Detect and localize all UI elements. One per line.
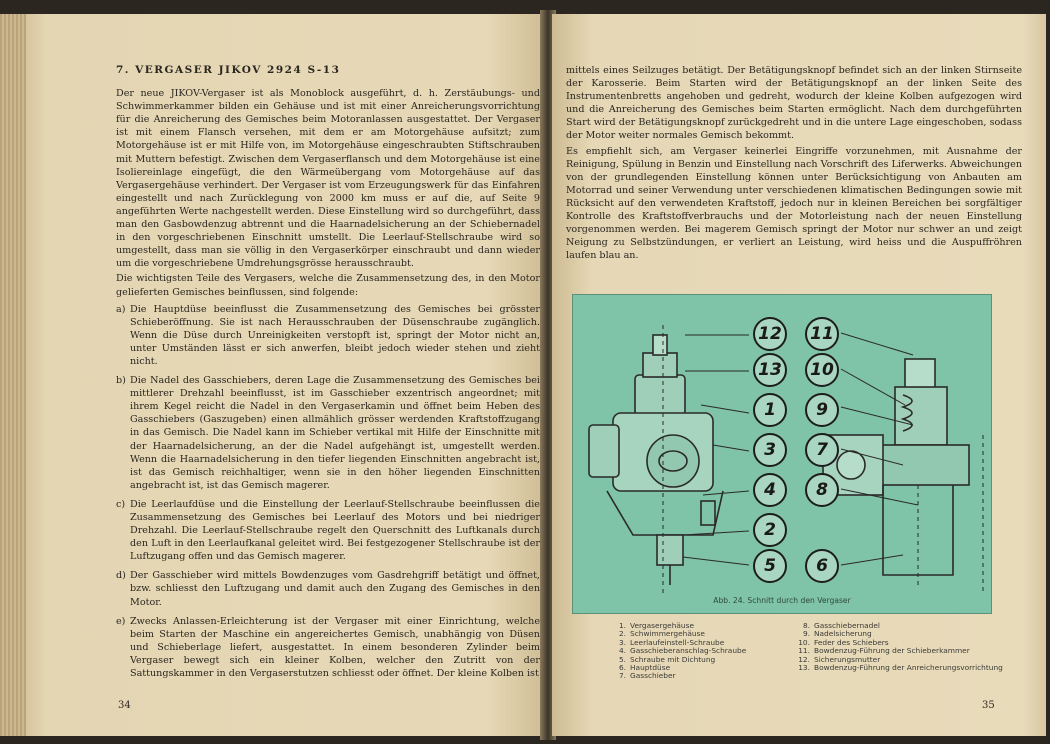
right-page xyxy=(552,14,1046,736)
callout-9: 9 xyxy=(805,393,839,427)
legend-entry: 5. Schraube mit Dichtung xyxy=(618,654,716,664)
left-page xyxy=(6,14,544,736)
legend-entry: 3. Leerlaufeinstell-Schraube xyxy=(618,637,725,647)
page-edges xyxy=(0,14,26,736)
callout-5: 5 xyxy=(753,549,787,583)
legend-entry: 8. Gasschiebernadel xyxy=(802,621,880,630)
list-item: c) Die Leerlaufdüse und die Einstellung der Leerlauf-Stellschraube beeinflussen die Zusammensetzung des Gemisches bei Leerlauf des Motors und bei niedriger Drehzahl. Die Leerlauf-Stellschraube regelt den Querschnitt des Luftkanals durch den Luft in den Leerlaufkanal geleitet wird. Bei festgezogener Stellschraube ist der Luftzugang offen und das Gemisch magerer. xyxy=(116,498,540,563)
legend-entry: 11. Bowdenzug-Führung der Schieberkammer xyxy=(798,646,970,656)
legend-left xyxy=(612,622,802,681)
callout-2: 2 xyxy=(753,513,787,547)
legend-entry: 10. Feder des Schiebers xyxy=(798,637,889,647)
callout-8: 8 xyxy=(805,473,839,507)
callout-3: 3 xyxy=(753,433,787,467)
callout-13: 13 xyxy=(753,353,787,387)
callout-7: 7 xyxy=(805,433,839,467)
left-page-text xyxy=(116,64,540,680)
list-item: a) Die Hauptdüse beeinflusst die Zusammensetzung des Gemisches bei grösster Schieberöffnung. Sie ist nach Herausschrauben der Düsenschraube zugänglich. Wenn die Düse durch Unreinigkeiten verstopft ist, springt der Motor nicht an, unter Umständen lässt er sich anwerfen, bleibt jedoch wieder stehen und zieht nicht. xyxy=(116,303,540,367)
figure-caption: Abb. 24. Schnitt durch den Vergaser xyxy=(713,596,851,605)
items-intro: Die wichtigsten Teile des Vergasers, welche die Zusammensetzung des, in den Motor gelieferten Gemisches beinflussen, sind folgende: xyxy=(116,273,540,298)
advice-paragraph: Es empfiehlt sich, am Vergaser keinerlei Eingriffe vorzunehmen, mit Ausnahme der Reinigung, Spülung in Benzin und Einstellung nach Vorschrift des Liferwerks. Abweichungen von der grundlegenden Einstellung können unter Berücksichtigung von Anbauten am Motorrad und seiner Verwendung unter verschiedenen klimatischen Bedingungen sowie mit Rücksicht auf den verwendeten Kraftstoff, jedoch nur in kleinen Bereichen bei sorgfältiger Kontrolle des Kraftstoffverbrauchs und der Motorleistung nach der neuen Einstellung vorgenommen werden. Bei magerem Gemisch springt der Motor nur schwer an und zeigt Neigung zu Selbstzündungen, er verliert an Leistung, wird heiss und die Auspuffröhren laufen blau an. xyxy=(566,145,1022,262)
callout-10: 10 xyxy=(805,353,839,387)
legend-entry: 6. Hauptdüse xyxy=(618,663,671,673)
callout-11: 11 xyxy=(805,317,839,351)
list-item: b) Die Nadel des Gasschiebers, deren Lage die Zusammensetzung des Gemisches bei mittlerer Drehzahl beeinflusst, ist im Gasschieber exzentrisch angeordnet; mit ihrem Kegel reicht die Nadel in den Vergaserkamin und öffnet beim Heben des Gasschiebers (Gaszugeben) einen allmählich grösser werdenden Kraftstoffzugang in das Gemisch. Die Nadel kann im Schieber vertikal mit Hilfe der Einschnitte mit der Haarnadelsicherung, an der die Nadel aufgehängt ist, umgestellt werden. Wenn die Haarnadelsicherung in den tiefer liegenden Einschnitten angebracht ist, ist das Gemisch reichhaltiger, wenn sie in den höher liegenden Einschnitten angebracht ist, ist das Gemisch magerer. xyxy=(116,375,540,491)
carburetor-figure xyxy=(572,294,992,614)
callout-1: 1 xyxy=(753,393,787,427)
parts-list xyxy=(116,303,540,681)
intro-paragraph: Der neue JIKOV-Vergaser ist als Monoblock ausgeführt, d. h. Zerstäubungs- und Schwimmerkammer bilden ein Gehäuse und ist mit einer Anreicherungsvorrichtung für die Anreicherung des Gemisches beim Motoranlassen ausgestattet. Der Vergaser ist mit einem Flansch versehen, mit dem er am Motorgehäuse aufsitzt; zum Motorgehäuse ist er mit Hilfe von, im Motorgehäuse eingeschraubten Stiftschrauben mit Muttern befestigt. Zwischen dem Vergaserflansch und dem Motorgehäuse ist eine Isoliereinlage eingefügt, die den Wärmeübergang vom Motorgehäuse auf das Vergasergehäuse verhindert. Der Vergaser ist vom Erzeugungswerk für das Einfahren eingestellt und nach Zurücklegung von 2000 km muss er auf die, auf Seite 9 angeführten Werte nachgestellt werden. Diese Einstellung wird so durchgeführt, dass man den Gasbowdenzug abtrennt und die Haarnadelsicherung an der Schiebernadel in den vorgeschriebenen Einschnitt umstellt. Die Leerlauf-Stellschraube wird so umgestellt, dass man sie völlig in den Vergaserkörper einschraubt und dann wieder um die vorgeschriebene Umdrehungsgrösse herausschraubt. xyxy=(116,88,540,270)
callout-12: 12 xyxy=(753,317,787,351)
legend-entry: 12. Sicherungsmutter xyxy=(798,654,881,664)
continuation-paragraph: mittels eines Seilzuges betätigt. Der Betätigungsknopf befindet sich an der linken Stirnseite der Karosserie. Beim Starten wird der Betätigungsknopf an der linken Seite des Instrumentenbretts angehoben und gedreht, wodurch der kleine Kolben aufgezogen wird und die Anreicherung des Gemisches beim Starten ermöglicht. Nach dem durchgeführten Start wird der Betätigungsknopf zurückgedreht und in die untere Lage eingeschoben, sodass der Motor weiter normales Gemisch bekommt. xyxy=(566,65,1022,142)
legend-entry: 7. Gasschieber xyxy=(618,671,676,681)
callout-6: 6 xyxy=(805,549,839,583)
legend-entry: 2. Schwimmergehäuse xyxy=(618,629,705,639)
legend-entry: 9. Nadelsicherung xyxy=(802,629,872,639)
list-item: d) Der Gasschieber wird mittels Bowdenzuges vom Gasdrehgriff betätigt und öffnet, bzw. schliesst den Luftzugang und damit auch den Zugang des Gemisches in den Motor. xyxy=(116,570,540,608)
callout-4: 4 xyxy=(753,473,787,507)
right-page-text xyxy=(566,64,1022,262)
legend-entry: 13. Bowdenzug-Führung der Anreicherungsvorrichtung xyxy=(798,663,1003,673)
legend-entry: 1. Vergasergehäuse xyxy=(618,621,694,630)
page-number-right: 35 xyxy=(982,700,995,711)
page-number-left: 34 xyxy=(118,700,131,711)
section-heading: 7. VERGASER JIKOV 2924 S-13 xyxy=(116,64,341,76)
list-item: e) Zwecks Anlassen-Erleichterung ist der Vergaser mit einer Einrichtung, welche beim Starten der Maschine ein angereichertes Gemisch, unabhängig von Düsen und Schieberlage liefert, ausgestattet. In einem besonderen Zylinder beim Vergaser bewegt sich ein kleiner Kolben, welcher den Zutritt von der Sattungskammer in den Vergaserstutzen schliesst oder öffnet. Der kleine Kolben ist xyxy=(116,615,540,680)
legend-entry: 4. Gasschieberanschlag-Schraube xyxy=(618,646,747,656)
legend-right xyxy=(796,622,1012,672)
